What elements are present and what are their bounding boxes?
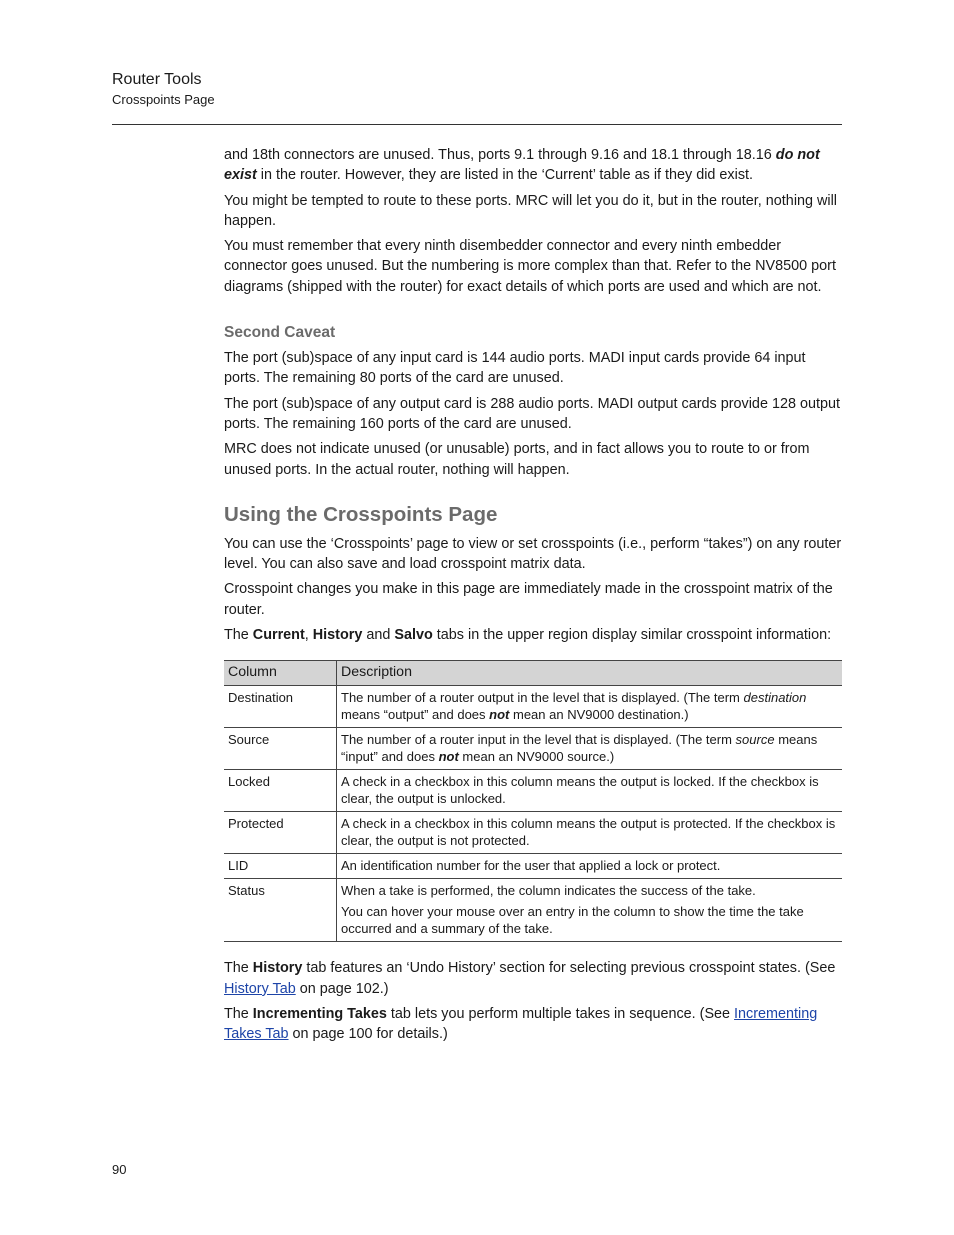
italic-term: destination xyxy=(743,690,807,706)
bold-italic-not: not xyxy=(438,749,459,765)
bold-salvo: Salvo xyxy=(394,627,433,644)
table-header-row xyxy=(224,661,842,686)
bold-current: Current xyxy=(252,627,305,644)
text: means “input” and does xyxy=(341,732,818,765)
section-paragraph-1: You can use the ‘Crosspoints’ page to view or set crosspoints (i.e., perform “takes”) on any router level. You can also save and load crosspoint matrix data. xyxy=(224,535,842,573)
text: tabs in the upper region display similar crosspoint information: xyxy=(432,627,832,644)
text: mean an NV9000 destination.) xyxy=(509,707,689,723)
header-rule xyxy=(112,124,842,125)
running-header xyxy=(112,70,215,109)
table-row xyxy=(224,812,842,854)
text: The xyxy=(224,1005,253,1022)
table-row xyxy=(224,854,842,879)
header-title: Router Tools xyxy=(112,71,202,88)
columns-table xyxy=(224,660,842,942)
table-cell-column: Protected xyxy=(224,812,337,854)
table-header-description: Description xyxy=(337,661,843,686)
bold-incrementing-takes: Incrementing Takes xyxy=(252,1005,387,1022)
caveat-paragraph-3: MRC does not indicate unused (or unusable) ports, and in fact allows you to route to or from unused ports. In the actual router, nothing will happen. xyxy=(224,441,810,478)
incrementing-takes-tab-link[interactable]: Incrementing Takes Tab xyxy=(224,1005,818,1043)
table-row xyxy=(224,728,842,770)
emphasis: do not exist xyxy=(224,147,820,184)
table-row xyxy=(224,686,842,728)
text: on page 102.) xyxy=(295,980,389,997)
intro-paragraph-2: You might be tempted to route to these ports. MRC will let you do it, but in the router, nothing will happen. xyxy=(224,192,837,229)
bold-history: History xyxy=(312,627,363,644)
table-cell-column: LID xyxy=(224,854,337,879)
table-cell-description: An identification number for the user that applied a lock or protect. xyxy=(337,854,843,879)
text: tab lets you perform multiple takes in sequence. (See xyxy=(386,1005,735,1022)
text: and 18th connectors are unused. Thus, ports 9.1 through 9.16 and 18.1 through 18.16 xyxy=(224,147,776,163)
text: The number of a router output in the level that is displayed. (The term xyxy=(341,690,744,706)
table-row xyxy=(224,879,842,942)
bold-italic-not: not xyxy=(489,707,510,723)
text: tab features an ‘Undo History’ section for selecting previous crosspoint states. (See xyxy=(302,960,836,977)
text: The xyxy=(224,627,253,644)
section-paragraph-2: Crosspoint changes you make in this page are immediately made in the crosspoint matrix of the router. xyxy=(224,581,833,618)
main-content xyxy=(224,145,842,1050)
table-cell-description: A check in a checkbox in this column means the output is locked. If the checkbox is clear, the output is unlocked. xyxy=(337,770,843,812)
table-cell-description xyxy=(337,879,843,942)
table-cell-description xyxy=(337,728,843,770)
table-header-column: Column xyxy=(224,661,337,686)
table-cell-column: Locked xyxy=(224,770,337,812)
page-number: 90 xyxy=(112,1162,127,1177)
caveat-paragraph-2: The port (sub)space of any output card is 288 audio ports. MADI output cards provide 128 output ports. The remaining 160 ports of the card are unused. xyxy=(224,395,840,432)
table-cell-column: Destination xyxy=(224,686,337,728)
section-paragraph-3 xyxy=(224,625,842,645)
text: mean an NV9000 source.) xyxy=(458,749,615,765)
text: , xyxy=(304,627,313,644)
text: and xyxy=(362,627,395,644)
history-tab-link[interactable]: History Tab xyxy=(224,980,296,997)
incrementing-takes-paragraph xyxy=(224,1004,842,1045)
text: means “output” and does xyxy=(341,707,490,723)
bold-history: History xyxy=(252,960,303,977)
caveat-paragraph-1: The port (sub)space of any input card is 144 audio ports. MADI input cards provide 64 input ports. The remaining 80 ports of the card are unused. xyxy=(224,350,806,387)
history-tab-paragraph xyxy=(224,958,842,999)
header-subtitle: Crosspoints Page xyxy=(112,92,215,107)
section-heading: Using the Crosspoints Page xyxy=(224,502,498,526)
description-line-2: You can hover your mouse over an entry in the column to show the time the take occurred and a summary of the take. xyxy=(341,904,804,937)
table-cell-column: Source xyxy=(224,728,337,770)
second-caveat-heading: Second Caveat xyxy=(224,324,336,342)
intro-paragraph-3: You must remember that every ninth disembedder connector and every ninth embedder connector goes unused. But the numbering is more complex than that. Refer to the NV8500 port diagrams (shipped with the router) for exact details of which ports are used and which are not. xyxy=(224,238,836,295)
table-row xyxy=(224,770,842,812)
table-cell-description: A check in a checkbox in this column means the output is protected. If the checkbox is clear, the output is not protected. xyxy=(337,812,843,854)
table-cell-column: Status xyxy=(224,879,337,942)
text: The number of a router input in the level that is displayed. (The term xyxy=(341,732,736,748)
text: on page 100 for details.) xyxy=(288,1026,448,1043)
text: The xyxy=(224,960,253,977)
text: in the router. However, they are listed in the ‘Current’ table as if they did exist. xyxy=(256,167,754,184)
italic-term: source xyxy=(735,732,775,748)
intro-paragraph-1 xyxy=(224,145,842,186)
table-cell-description xyxy=(337,686,843,728)
description-line-1: When a take is performed, the column indicates the success of the take. xyxy=(341,883,756,899)
